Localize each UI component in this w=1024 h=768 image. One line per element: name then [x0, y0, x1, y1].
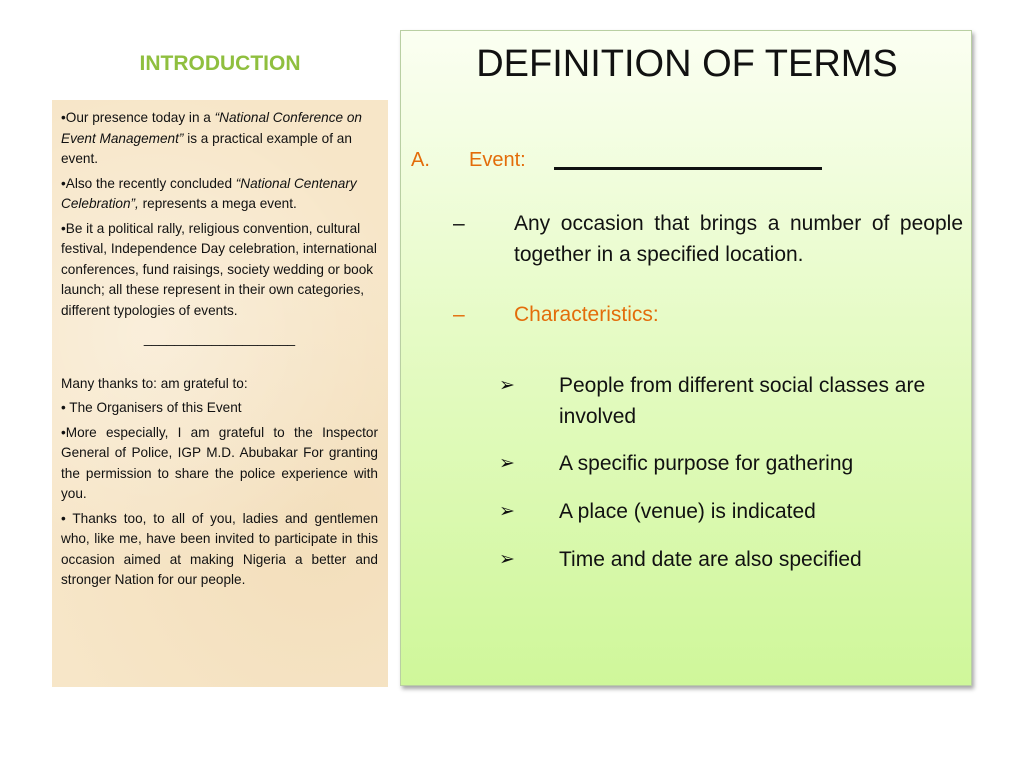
thanks-igp: •More especially, I am grateful to the Inspector General of Police, IGP M.D. Abubakar For granting the permission to share the police experience with you. — [61, 424, 378, 501]
characteristics-heading — [453, 299, 963, 330]
introduction-heading: INTRODUCTION — [139, 52, 301, 75]
characteristic-text: A place (venue) is indicated — [559, 500, 816, 523]
characteristic-text: Time and date are also specified — [559, 548, 862, 571]
characteristic-item — [499, 496, 969, 527]
characteristic-text: A specific purpose for gathering — [559, 452, 854, 475]
intro-p2-italic: “National Centenary Celebration”, — [61, 175, 357, 211]
intro-p2-text-end: represents a mega event. — [138, 196, 297, 211]
item-event — [411, 149, 526, 172]
introduction-panel — [52, 100, 388, 687]
intro-paragraph-centenary — [61, 174, 378, 215]
intro-p1-text-end: is a practical example of an event. — [61, 130, 352, 166]
dash-bullet: – — [453, 212, 465, 235]
characteristic-item — [499, 370, 969, 432]
definition-title: DEFINITION OF TERMS — [476, 43, 898, 85]
definition-panel — [400, 30, 972, 686]
intro-divider: ____________________ — [143, 331, 296, 346]
arrow-bullet-icon: ➢ — [499, 375, 515, 396]
item-event-number: A. — [411, 149, 430, 171]
intro-p1-text: •Our presence today in a — [61, 110, 215, 125]
event-definition — [453, 208, 963, 270]
intro-paragraph-conference — [61, 108, 378, 170]
thanks-audience: • Thanks too, to all of you, ladies and gentlemen who, like me, have been invited to participate in this occasion aimed at making Nigeria a better and stronger Nation for our people. — [61, 510, 378, 587]
item-event-label: Event: — [469, 149, 526, 171]
characteristics-label: Characteristics: — [514, 303, 659, 326]
arrow-bullet-icon: ➢ — [499, 453, 515, 474]
intro-p1-italic: “National Conference on Event Management” — [61, 110, 362, 146]
arrow-bullet-icon: ➢ — [499, 549, 515, 570]
intro-p2-text: •Also the recently concluded — [61, 175, 236, 191]
intro-paragraph-typologies: •Be it a political rally, religious convention, cultural festival, Independence Day celebration, international conferences, fund raisings, society wedding or book launch; all these represent in their own categories, different typologies of events. — [61, 220, 377, 318]
arrow-bullet-icon: ➢ — [499, 501, 515, 522]
event-definition-text: Any occasion that brings a number of people together in a specified location. — [514, 212, 963, 266]
characteristic-text: People from different social classes are involved — [559, 374, 926, 428]
thanks-heading: Many thanks to: am grateful to: — [61, 375, 248, 391]
characteristic-item — [499, 448, 969, 479]
title-underline — [554, 167, 822, 170]
thanks-organisers: • The Organisers of this Event — [61, 400, 242, 415]
characteristic-item — [499, 544, 969, 575]
dash-bullet: – — [453, 303, 465, 326]
